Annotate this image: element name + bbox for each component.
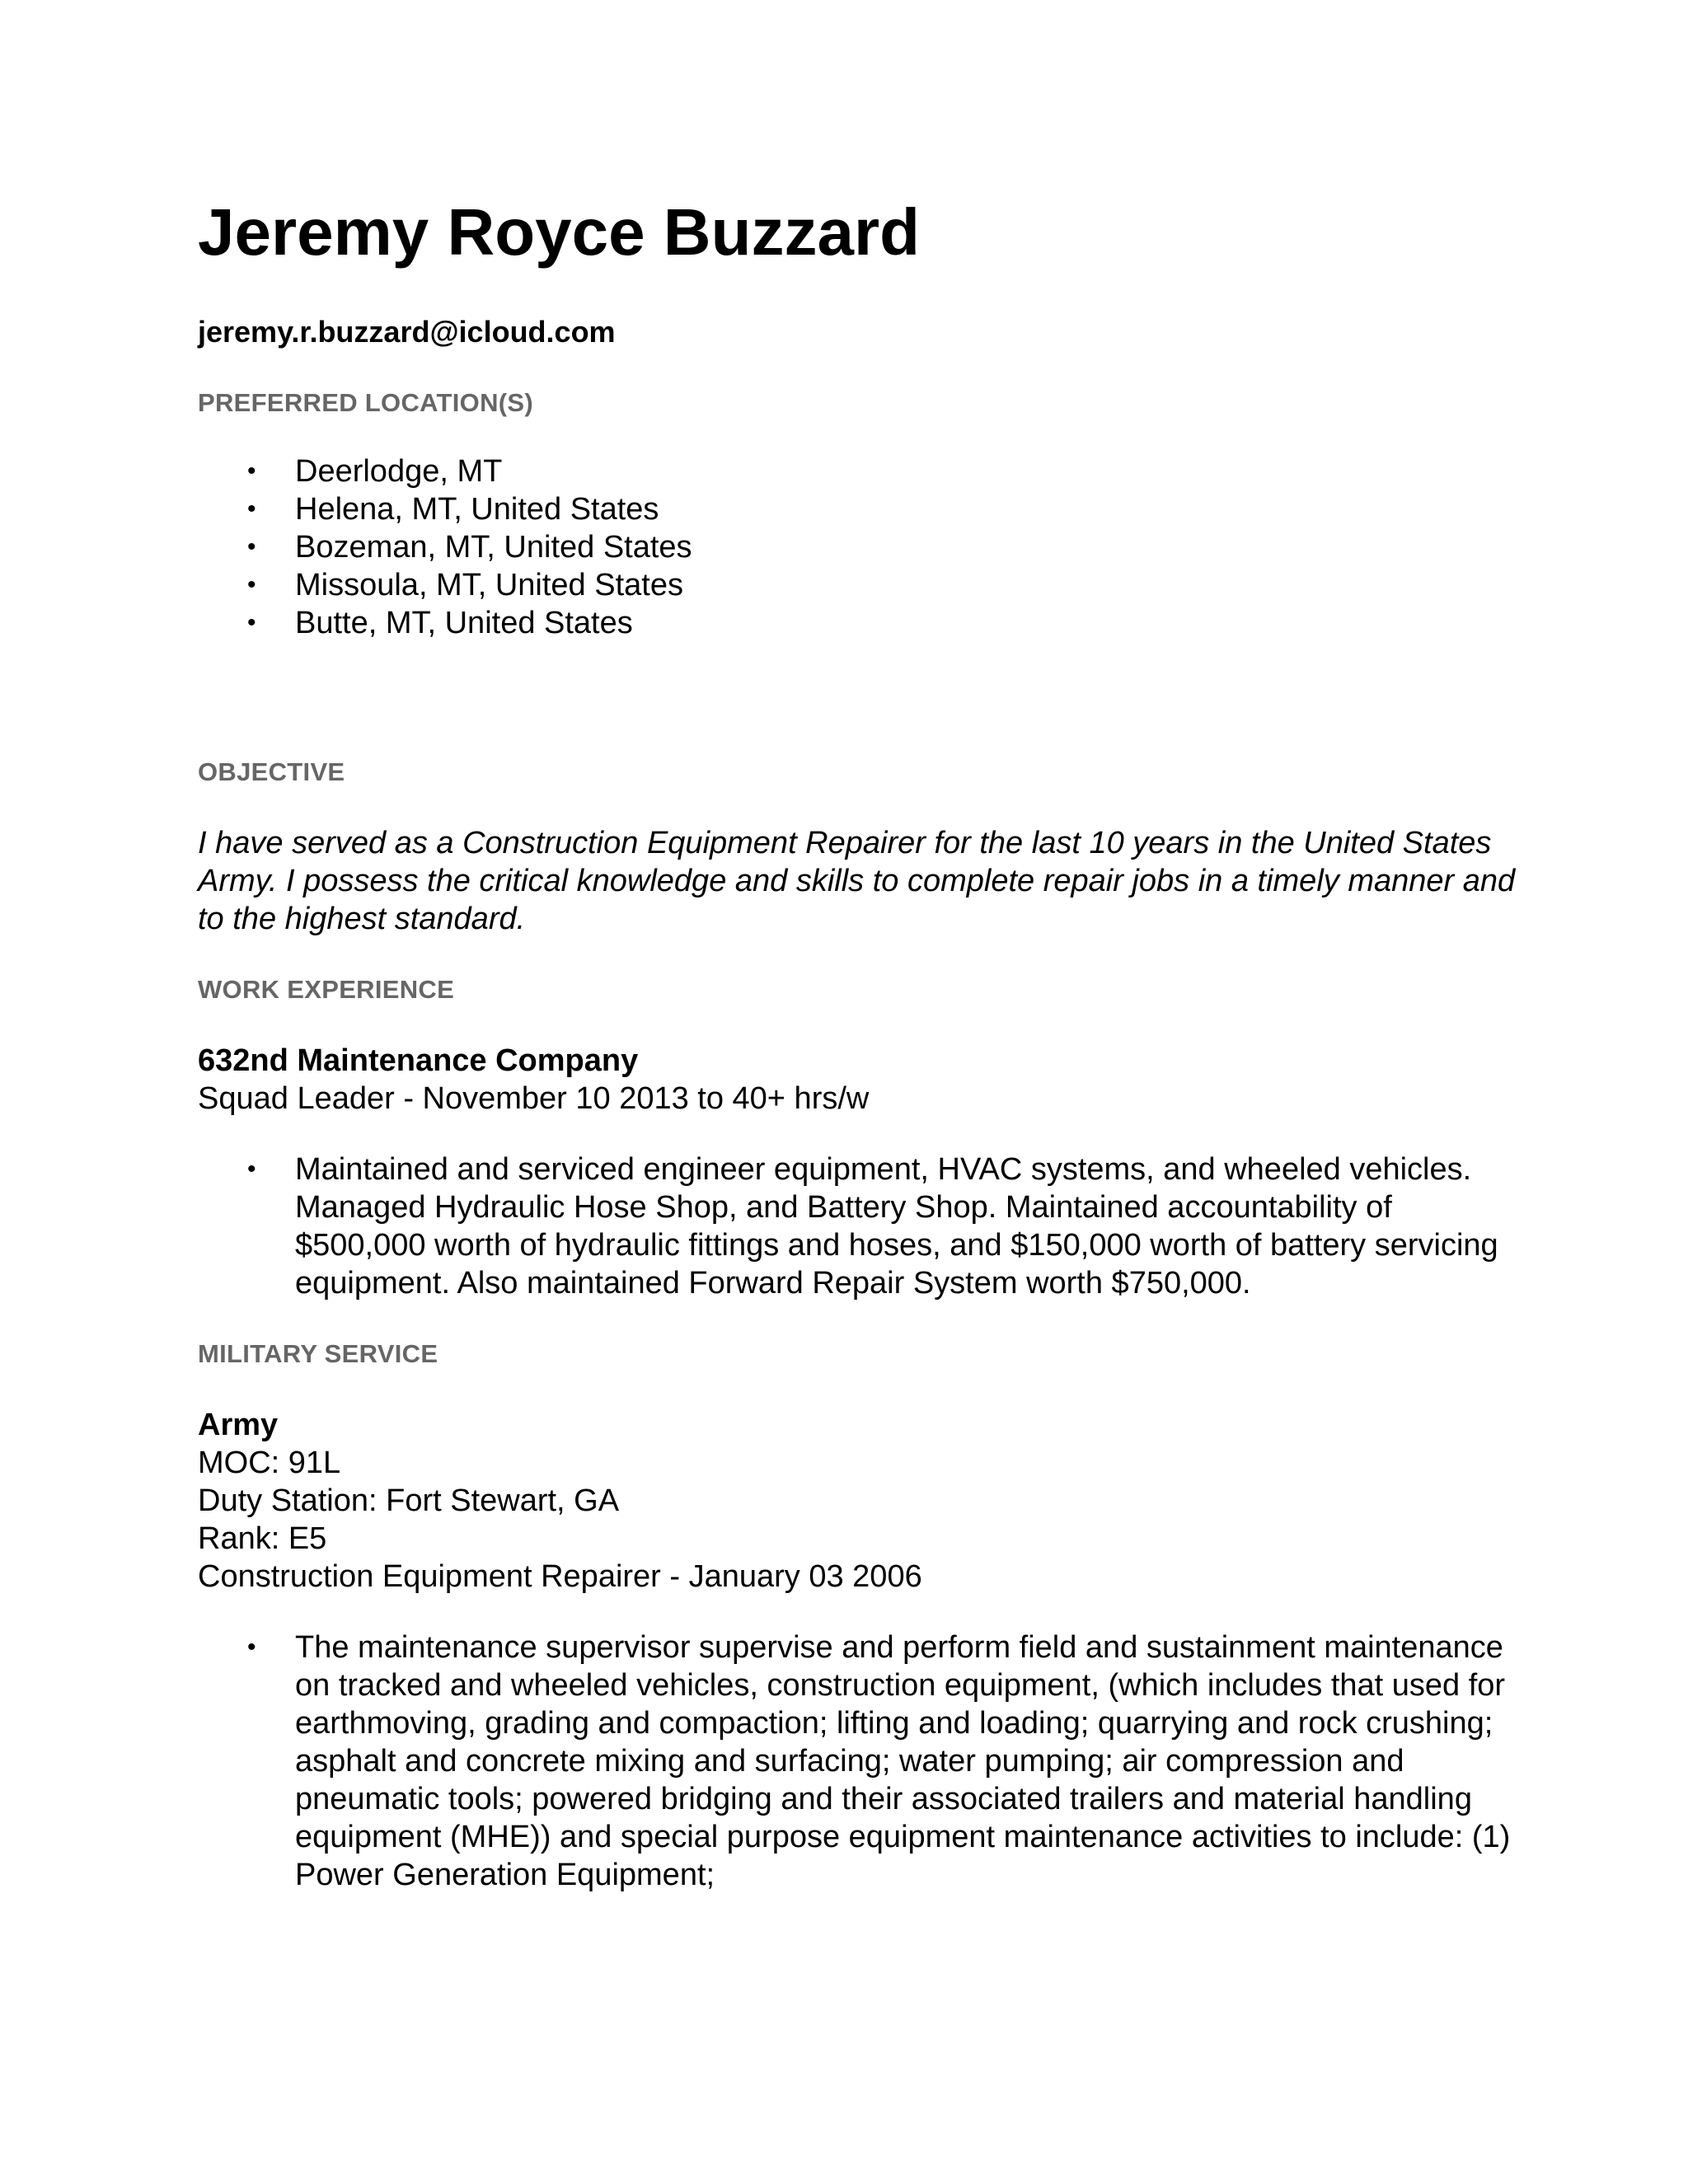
list-item — [247, 566, 1517, 604]
duty-text: The maintenance supervisor supervise and perform field and sustainment maintenance on tracked and wheeled vehicles, construction equipment, (which includes that used for earthmoving, grading and compaction; lifting and loading; quarrying and rock crushing; asphalt and concrete mixing and surfacing; water pumping; air compression and pneumatic tools; powered bridging and their associated trailers and material handling equipment (MHE)) and special purpose equipment maintenance activities to include: (1) Power Generation Equipment; — [295, 1630, 1511, 1892]
preferred-locations-heading: PREFERRED LOCATION(S) — [198, 388, 533, 417]
preferred-locations-list — [198, 452, 1517, 642]
duty-text: Maintained and serviced engineer equipment, HVAC systems, and wheeled vehicles. Managed Hydraulic Hose Shop, and Battery Shop. Maintained accountability of $500,000 worth of hydraulic fittings and hoses, and $150,000 worth of battery servicing equipment. Also maintained Forward Repair System worth $750,000. — [295, 1152, 1498, 1301]
bullet-icon: • — [247, 457, 256, 485]
objective-text: I have served as a Construction Equipment Repairer for the last 10 years in the United States Army. I possess the critical knowledge and skills to complete repair jobs in a timely manner and to the highest standard. — [198, 826, 1516, 936]
location-text: Missoula, MT, United States — [295, 568, 683, 602]
list-item — [247, 604, 1517, 642]
objective-heading: OBJECTIVE — [198, 757, 345, 786]
service-duties-list — [198, 1629, 1517, 1894]
candidate-name: Jeremy Royce Buzzard — [198, 195, 920, 269]
service-branch: Army — [198, 1408, 279, 1442]
bullet-icon: • — [247, 609, 256, 636]
bullet-icon: • — [247, 571, 256, 598]
resume-content — [198, 191, 1517, 1894]
bullet-icon: • — [247, 1155, 256, 1183]
list-item — [247, 490, 1517, 528]
list-item — [247, 1151, 1517, 1302]
job-role: Squad Leader - November 10 2013 to 40+ hrs/w — [198, 1081, 870, 1116]
service-position: Construction Equipment Repairer - January 03 2006 — [198, 1559, 922, 1594]
location-text: Bozeman, MT, United States — [295, 530, 692, 565]
candidate-email[interactable]: jeremy.r.buzzard@icloud.com — [198, 315, 616, 349]
bullet-icon: • — [247, 495, 256, 523]
service-rank: Rank: E5 — [198, 1521, 327, 1556]
list-item — [247, 528, 1517, 566]
location-text: Helena, MT, United States — [295, 492, 659, 527]
work-duties-list — [198, 1151, 1517, 1302]
service-moc: MOC: 91L — [198, 1446, 341, 1480]
work-experience-heading: WORK EXPERIENCE — [198, 975, 455, 1004]
service-duty-station: Duty Station: Fort Stewart, GA — [198, 1483, 620, 1518]
bullet-icon: • — [247, 533, 256, 560]
location-text: Butte, MT, United States — [295, 606, 633, 640]
bullet-icon: • — [247, 1633, 256, 1661]
company-name: 632nd Maintenance Company — [198, 1043, 639, 1078]
list-item — [247, 1629, 1517, 1894]
list-item — [247, 452, 1517, 490]
military-service-heading: MILITARY SERVICE — [198, 1339, 438, 1368]
location-text: Deerlodge, MT — [295, 454, 503, 489]
